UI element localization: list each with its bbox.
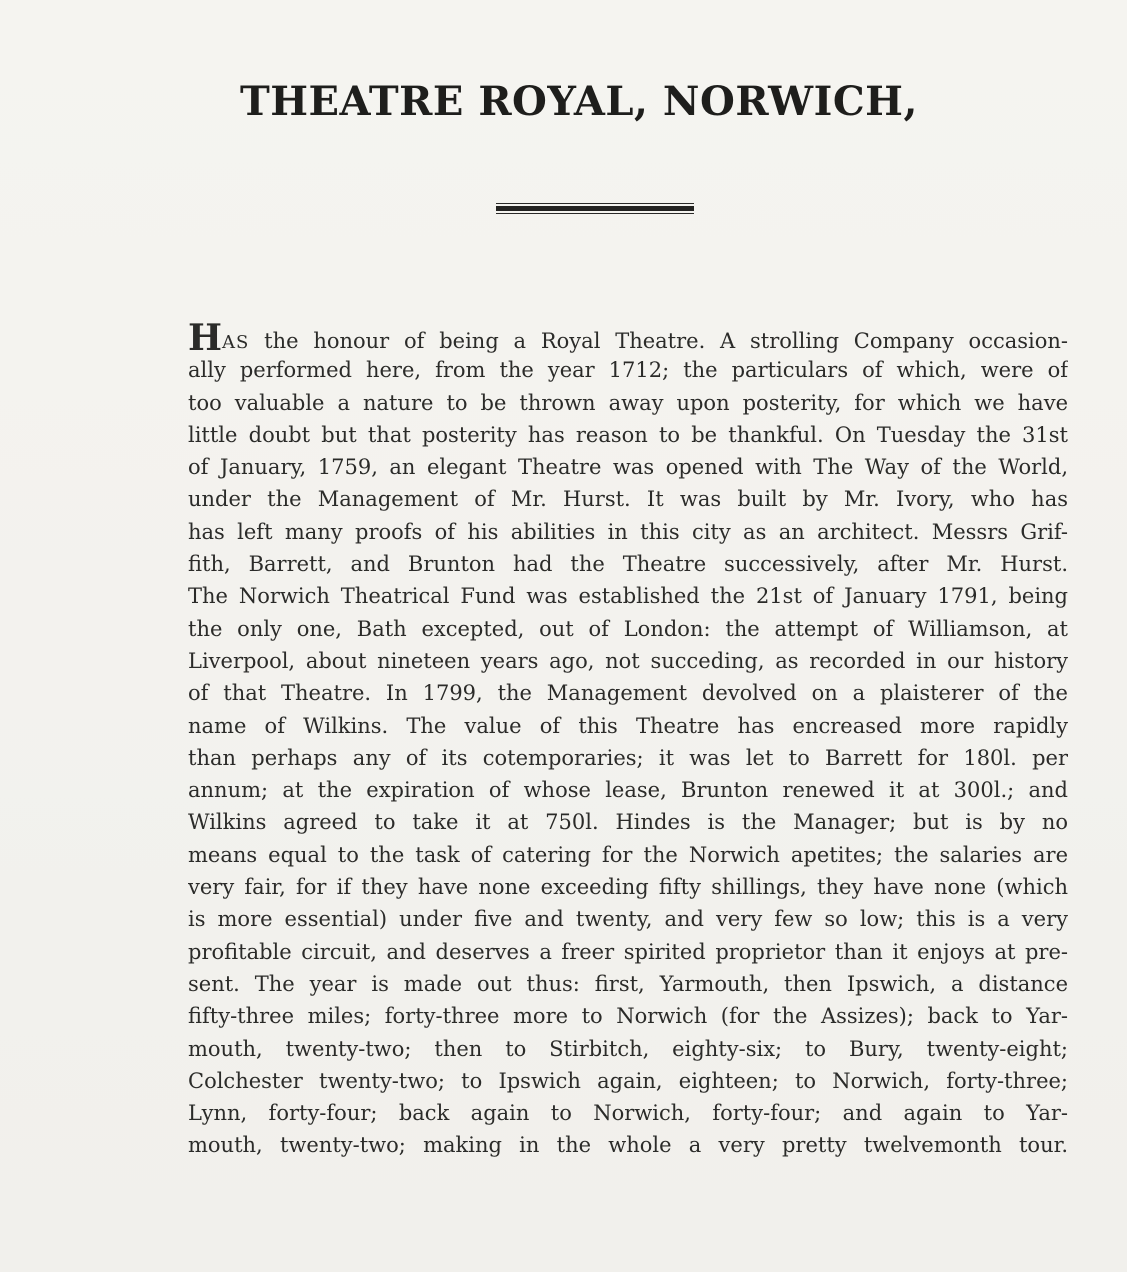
text-line: annum; at the expiration of whose lease, Brunton renewed it at 300l.; and [188,778,1068,803]
title-divider [496,203,694,215]
text-line: fifty-three miles; forty-three more to Norwich (for the Assizes); back to Yar- [188,1004,1068,1029]
text-line [188,322,1068,354]
text-line: than perhaps any of its cotemporaries; it was let to Barrett for 180l. per [188,745,1068,770]
text-line: the only one, Bath excepted, out of London: the attempt of Williamson, at [188,616,1068,641]
text-line-content: the honour of being a Royal Theatre. A strolling Company occasion- [249,329,1068,353]
text-line: is more essential) under five and twenty, and very few so low; this is a very [188,907,1068,932]
text-line: mouth, twenty-two; then to Stirbitch, eighty-six; to Bury, twenty-eight; [188,1036,1068,1061]
text-line: very fair, for if they have none exceeding fifty shillings, they have none (which [188,875,1068,900]
body-paragraph [188,322,1068,1162]
page-title: THEATRE ROYAL, NORWICH, [240,78,918,125]
drop-cap: H [188,322,223,355]
text-line: means equal to the task of catering for the Norwich apetites; the salaries are [188,842,1068,867]
text-line: Colchester twenty-two; to Ipswich again, eighteen; to Norwich, forty-three; [188,1068,1068,1093]
text-line: sent. The year is made out thus: first, Yarmouth, then Ipswich, a distance [188,971,1068,996]
text-line: name of Wilkins. The value of this Theatre has encreased more rapidly [188,713,1068,738]
text-line: The Norwich Theatrical Fund was established the 21st of January 1791, being [188,584,1068,609]
text-line: mouth, twenty-two; making in the whole a very pretty twelvemonth tour. [188,1133,1068,1158]
text-line: too valuable a nature to be thrown away upon posterity, for which we have [188,390,1068,415]
text-line: ally performed here, from the year 1712; the particulars of which, were of [188,358,1068,383]
text-line: little doubt but that posterity has reason to be thankful. On Tuesday the 31st [188,422,1068,447]
text-line: Liverpool, about nineteen years ago, not succeding, as recorded in our history [188,648,1068,673]
text-line: of that Theatre. In 1799, the Management devolved on a plaisterer of the [188,681,1068,706]
divider-thin-bottom [496,213,694,214]
text-line: fith, Barrett, and Brunton had the Theatre successively, after Mr. Hurst. [188,552,1068,577]
text-line: profitable circuit, and deserves a freer spirited proprietor than it enjoys at pre- [188,939,1068,964]
divider-thin-top [496,203,694,204]
text-line: Lynn, forty-four; back again to Norwich, forty-four; and again to Yar- [188,1101,1068,1126]
divider-thick [496,206,694,211]
text-line: Wilkins agreed to take it at 750l. Hindes is the Manager; but is by no [188,810,1068,835]
text-line: of January, 1759, an elegant Theatre was opened with The Way of the World, [188,455,1068,480]
first-word-caps: AS [222,332,250,353]
text-line: has left many proofs of his abilities in this city as an architect. Messrs Grif- [188,519,1068,544]
text-line: under the Management of Mr. Hurst. It was built by Mr. Ivory, who has [188,487,1068,512]
